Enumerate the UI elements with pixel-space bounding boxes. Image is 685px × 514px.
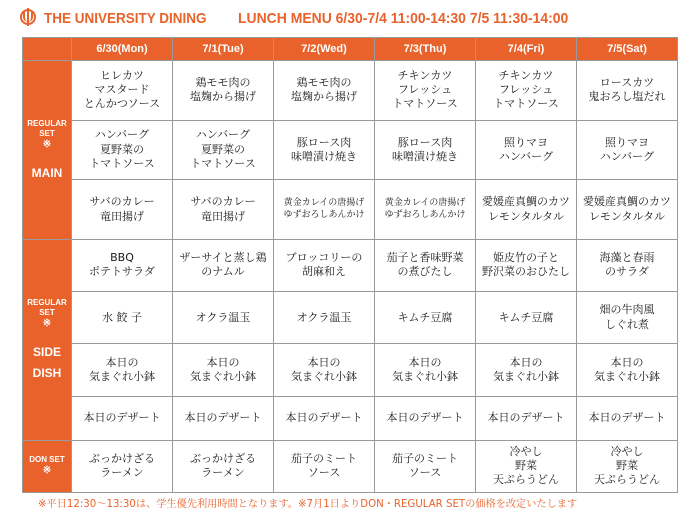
- menu-item-line: ラーメン: [100, 466, 144, 480]
- table-row: [23, 292, 678, 344]
- menu-item-line: サバのカレー: [190, 195, 256, 209]
- menu-cell: [375, 239, 476, 291]
- menu-item-line: しぐれ煮: [605, 317, 649, 331]
- menu-item-line: 茄子と香味野菜: [386, 251, 464, 265]
- menu-item-line: 野沢菜のおひたし: [482, 265, 570, 279]
- menu-cell: [476, 239, 577, 291]
- menu-item-line: 愛媛産真鯛のカツ: [583, 195, 671, 209]
- footer-note: ※平日12:30〜13:30は、学生優先利用時間となります。※7月1日よりDON・REGULAR SETの価格を改定いたします: [38, 499, 578, 510]
- menu-cell: [173, 239, 274, 291]
- menu-item-line: 気まぐれ小鉢: [392, 370, 458, 384]
- menu-item-line: 豚ロース肉: [397, 135, 453, 149]
- menu-item-line: 天ぷらうどん: [493, 473, 559, 487]
- menu-item-line: フレッシュ: [397, 83, 453, 97]
- menu-item-line: 冷やし: [509, 444, 543, 458]
- university-logo-icon: [20, 9, 36, 25]
- menu-item-line: 畑の牛肉風: [599, 303, 655, 317]
- table-row: [23, 180, 678, 240]
- menu-item-line: トマトソース: [493, 97, 559, 111]
- menu-item-line: トマトソース: [89, 157, 155, 171]
- menu-cell: [274, 61, 375, 121]
- menu-cell: [274, 120, 375, 180]
- menu-item-line: 本日のデザート: [184, 411, 262, 425]
- menu-cell: [274, 396, 375, 440]
- menu-cell: [173, 120, 274, 180]
- menu-item-line: 塩麹から揚げ: [291, 90, 357, 104]
- menu-item-line: 本日のデザート: [588, 411, 666, 425]
- menu-cell: [274, 344, 375, 396]
- menu-item-line: 愛媛産真鯛のカツ: [482, 195, 570, 209]
- menu-item-line: 天ぷらうどん: [594, 473, 660, 487]
- menu-cell: [476, 396, 577, 440]
- menu-cell: [274, 292, 375, 344]
- menu-cell: [476, 120, 577, 180]
- menu-title: LUNCH MENU 6/30-7/4 11:00-14:30 7/5 11:30-14:00: [238, 10, 569, 27]
- table-corner: [23, 38, 72, 61]
- menu-item-line: 本日の: [105, 355, 139, 369]
- menu-item-line: 野菜: [616, 459, 638, 473]
- menu-cell: [72, 61, 173, 121]
- menu-item-line: ハンバーグ: [498, 149, 554, 163]
- menu-item-line: 本日の: [408, 355, 442, 369]
- menu-cell: [375, 344, 476, 396]
- menu-item-line: のサラダ: [605, 265, 649, 279]
- menu-item-line: 本日の: [509, 355, 543, 369]
- menu-cell: [173, 180, 274, 240]
- menu-cell: [375, 292, 476, 344]
- menu-item-line: ブロッコリーの: [285, 251, 363, 265]
- menu-item-line: 気まぐれ小鉢: [594, 370, 660, 384]
- menu-item-line: 夏野菜の: [100, 142, 144, 156]
- menu-item-line: レモンタルタル: [588, 209, 666, 223]
- menu-item-line: 竜田揚げ: [100, 209, 144, 223]
- menu-cell: [476, 440, 577, 492]
- menu-item-line: ソース: [307, 466, 341, 480]
- menu-item-line: BBQ: [110, 251, 134, 265]
- menu-cell: [375, 180, 476, 240]
- menu-cell: [173, 292, 274, 344]
- menu-cell: [375, 120, 476, 180]
- menu-cell: [72, 344, 173, 396]
- table-row: [23, 344, 678, 396]
- menu-item-line: ポテトサラダ: [89, 265, 155, 279]
- menu-item-line: 気まぐれ小鉢: [89, 370, 155, 384]
- menu-item-line: 鬼おろし塩だれ: [588, 90, 666, 104]
- menu-item-line: 本日のデザート: [285, 411, 363, 425]
- menu-item-line: 照りマヨ: [504, 135, 548, 149]
- menu-item-line: 気まぐれ小鉢: [493, 370, 559, 384]
- day-header: 7/4(Fri): [476, 38, 577, 61]
- menu-cell: [173, 61, 274, 121]
- brand-name: THE UNIVERSITY DINING: [44, 10, 207, 27]
- menu-item-line: ザーサイと蒸し鶏: [179, 251, 267, 265]
- menu-item-line: 黄金カレイの唐揚げ: [283, 197, 365, 208]
- menu-cell: [577, 180, 678, 240]
- menu-cell: [72, 180, 173, 240]
- menu-item-line: フレッシュ: [498, 83, 554, 97]
- menu-item-line: トマトソース: [392, 97, 458, 111]
- menu-item-line: ソース: [408, 466, 442, 480]
- menu-cell: [173, 344, 274, 396]
- menu-item-line: マスタード: [94, 83, 150, 97]
- day-header: 7/2(Wed): [274, 38, 375, 61]
- menu-cell: [173, 396, 274, 440]
- menu-item-line: の煮びたし: [397, 265, 453, 279]
- menu-item-line: 豚ロース肉: [296, 135, 352, 149]
- section-label-regular-side-dish: REGULAR SET ※ SIDE DISH: [23, 239, 72, 440]
- menu-item-line: 冷やし: [610, 444, 644, 458]
- menu-item-line: ヒレカツ: [100, 68, 144, 82]
- table-row: [23, 61, 678, 121]
- menu-item-line: のナムル: [201, 265, 245, 279]
- menu-cell: [173, 440, 274, 492]
- menu-item-line: 鶏モモ肉の: [195, 76, 251, 89]
- menu-cell: [577, 61, 678, 121]
- menu-item-line: 野菜: [515, 459, 537, 473]
- menu-cell: [72, 440, 173, 492]
- menu-cell: [274, 440, 375, 492]
- menu-item-line: ぶっかけざる: [89, 452, 155, 466]
- table-row: [23, 440, 678, 492]
- menu-cell: [476, 61, 577, 121]
- menu-item-line: 茄子のミート: [291, 452, 357, 466]
- day-header: 6/30(Mon): [72, 38, 173, 61]
- menu-item-line: ぶっかけざる: [190, 452, 256, 466]
- menu-item-line: 塩麹から揚げ: [190, 90, 256, 104]
- menu-cell: [577, 440, 678, 492]
- menu-cell: [375, 396, 476, 440]
- menu-cell: [274, 239, 375, 291]
- menu-item-line: 海藻と春雨: [599, 251, 655, 265]
- menu-item-line: ラーメン: [201, 466, 245, 480]
- menu-cell: [375, 61, 476, 121]
- menu-item-line: 気まぐれ小鉢: [190, 370, 256, 384]
- menu-item-line: 気まぐれ小鉢: [291, 370, 357, 384]
- day-header: 7/1(Tue): [173, 38, 274, 61]
- menu-item-line: キムチ豆腐: [498, 310, 554, 324]
- menu-cell: [274, 180, 375, 240]
- menu-item-line: 夏野菜の: [201, 142, 245, 156]
- menu-item-line: ハンバーグ: [195, 128, 251, 142]
- menu-item-line: 胡麻和え: [302, 265, 346, 279]
- menu-item-line: ロースカツ: [599, 76, 655, 89]
- table-row: [23, 239, 678, 291]
- menu-item-line: ゆずおろしあんかけ: [283, 209, 365, 220]
- menu-cell: [577, 344, 678, 396]
- menu-cell: [72, 239, 173, 291]
- menu-item-line: 竜田揚げ: [201, 209, 245, 223]
- menu-item-line: 本日の: [307, 355, 341, 369]
- menu-item-line: とんかつソース: [83, 97, 161, 111]
- menu-cell: [577, 396, 678, 440]
- menu-item-line: ハンバーグ: [94, 128, 150, 142]
- table-row: [23, 120, 678, 180]
- menu-header: [0, 0, 685, 40]
- menu-item-line: 味噌漬け焼き: [392, 149, 458, 163]
- section-label-regular-main: REGULAR SET ※ MAIN: [23, 61, 72, 240]
- menu-item-line: 本日のデザート: [83, 411, 161, 425]
- lunch-menu-table: [22, 37, 678, 493]
- menu-item-line: キムチ豆腐: [397, 310, 453, 324]
- menu-item-line: レモンタルタル: [487, 209, 565, 223]
- menu-item-line: 味噌漬け焼き: [291, 149, 357, 163]
- menu-cell: [577, 120, 678, 180]
- section-label-don-set: DON SET ※: [23, 440, 72, 492]
- menu-cell: [476, 344, 577, 396]
- menu-cell: [476, 292, 577, 344]
- menu-item-line: チキンカツ: [498, 68, 554, 82]
- menu-item-line: 本日の: [610, 355, 644, 369]
- menu-item-line: 本日のデザート: [487, 411, 565, 425]
- menu-cell: [72, 396, 173, 440]
- menu-item-line: 鶏モモ肉の: [296, 76, 352, 89]
- menu-item-line: 黄金カレイの唐揚げ: [384, 197, 466, 208]
- menu-item-line: トマトソース: [190, 157, 256, 171]
- menu-cell: [72, 120, 173, 180]
- menu-item-line: サバのカレー: [89, 195, 155, 209]
- menu-item-line: ゆずおろしあんかけ: [384, 209, 466, 220]
- menu-cell: [577, 292, 678, 344]
- menu-item-line: チキンカツ: [397, 68, 453, 82]
- menu-item-line: オクラ温玉: [296, 310, 352, 324]
- day-header: 7/5(Sat): [577, 38, 678, 61]
- menu-item-line: 水 餃 子: [102, 310, 142, 324]
- menu-item-line: 照りマヨ: [605, 135, 649, 149]
- menu-item-line: ハンバーグ: [599, 149, 655, 163]
- menu-item-line: 本日の: [206, 355, 240, 369]
- menu-cell: [72, 292, 173, 344]
- menu-item-line: オクラ温玉: [195, 310, 251, 324]
- menu-item-line: 茄子のミート: [392, 452, 458, 466]
- day-header-row: [23, 38, 678, 61]
- table-row: [23, 396, 678, 440]
- menu-item-line: 本日のデザート: [386, 411, 464, 425]
- menu-cell: [577, 239, 678, 291]
- menu-cell: [375, 440, 476, 492]
- menu-item-line: 姫皮竹の子と: [493, 251, 559, 265]
- menu-cell: [476, 180, 577, 240]
- day-header: 7/3(Thu): [375, 38, 476, 61]
